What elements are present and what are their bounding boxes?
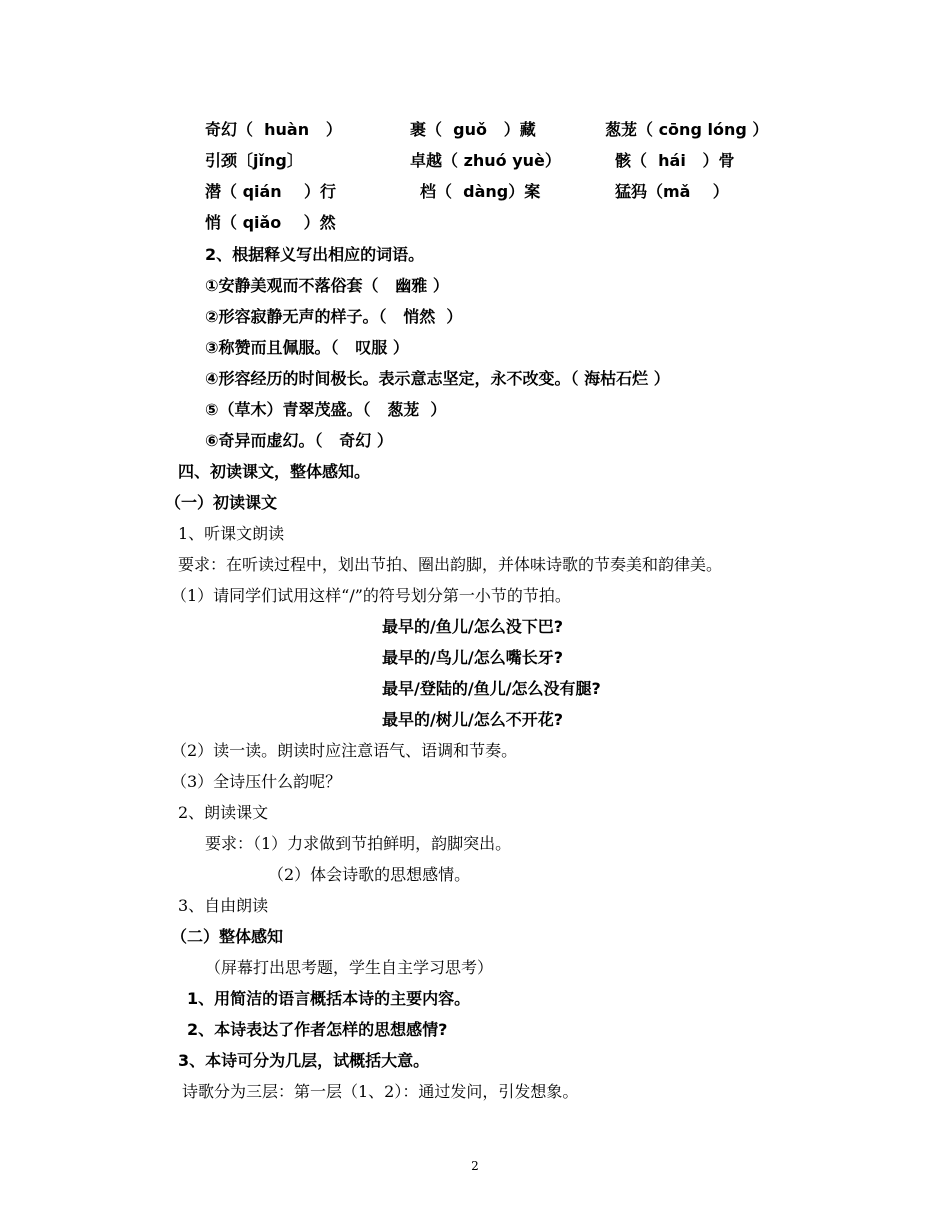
subsection-read: （一）初读课文: [165, 493, 278, 512]
pinyin-row1-c: 葱茏（ cōng lóng ）: [605, 120, 769, 139]
pinyin-row1-b: 裹（ guǒ ）藏: [410, 120, 536, 139]
pinyin-row3-c: 猛犸（mǎ ）: [615, 182, 729, 201]
q2-heading: 2、根据释义写出相应的词语。: [205, 245, 425, 264]
screen-note: （屏幕打出思考题，学生自主学习思考）: [205, 958, 494, 977]
task-1: （1）请同学们试用这样“/”的符号划分第一小节的节拍。: [171, 586, 571, 605]
q2-item-1: ①安静美观而不落俗套（ 幽雅 ）: [205, 276, 449, 295]
subsection-overall: （二）整体感知: [171, 927, 284, 946]
answer-line: 诗歌分为三层：第一层（1、2）：通过发问，引发想象。: [182, 1082, 579, 1101]
q2-item-6: ⑥奇异而虚幻。（ 奇幻 ）: [205, 431, 393, 450]
section-title: 四、初读课文，整体感知。: [178, 462, 371, 481]
task-3: （3）全诗压什么韵呢？: [171, 772, 342, 791]
listen-heading: 1、听课文朗读: [178, 524, 285, 543]
question-3: 3、本诗可分为几层，试概括大意。: [178, 1051, 430, 1070]
question-2: 2、本诗表达了作者怎样的思想感情?: [187, 1020, 448, 1039]
poem-line-4: 最早的/树儿/怎么不开花?: [382, 710, 563, 729]
poem-line-1: 最早的/鱼儿/怎么没下巴?: [382, 617, 563, 636]
free-read-heading: 3、自由朗读: [178, 896, 269, 915]
pinyin-row2-c: 骸（ hái ）骨: [615, 151, 735, 170]
question-1: 1、用简洁的语言概括本诗的主要内容。: [187, 989, 471, 1008]
pinyin-row4-a: 悄（ qiǎo ）然: [205, 213, 336, 232]
q2-item-5: ⑤（草木）青翠茂盛。（ 葱茏 ）: [205, 400, 447, 419]
pinyin-row1-a: 奇幻（ huàn ）: [205, 120, 342, 139]
poem-line-2: 最早的/鸟儿/怎么嘴长牙?: [382, 648, 563, 667]
requirement-2a: 要求：（1）力求做到节拍鲜明，韵脚突出。: [205, 834, 512, 853]
pinyin-row3-a: 潜（ qián ）行: [205, 182, 336, 201]
read-heading: 2、朗读课文: [178, 803, 269, 822]
requirement-2b: （2）体会诗歌的思想感情。: [268, 865, 471, 884]
task-2: （2）读一读。朗读时应注意语气、语调和节奏。: [171, 741, 518, 760]
pinyin-row3-b: 档（ dàng）案: [420, 182, 541, 201]
q2-item-2: ②形容寂静无声的样子。（ 悄然 ）: [205, 307, 463, 326]
pinyin-row2-b: 卓越（ zhuó yuè）: [410, 151, 561, 170]
pinyin-row2-a: 引颈〔jǐng〕: [205, 151, 303, 170]
poem-line-3: 最早/登陆的/鱼儿/怎么没有腿?: [382, 679, 601, 698]
q2-item-3: ③称赞而且佩服。（ 叹服 ）: [205, 338, 409, 357]
page-number: 2: [471, 1159, 479, 1173]
q2-item-4: ④形容经历的时间极长。表示意志坚定，永不改变。（ 海枯石烂 ）: [205, 369, 670, 388]
requirement-1: 要求：在听读过程中，划出节拍、圈出韵脚，并体味诗歌的节奏美和韵律美。: [178, 555, 723, 574]
